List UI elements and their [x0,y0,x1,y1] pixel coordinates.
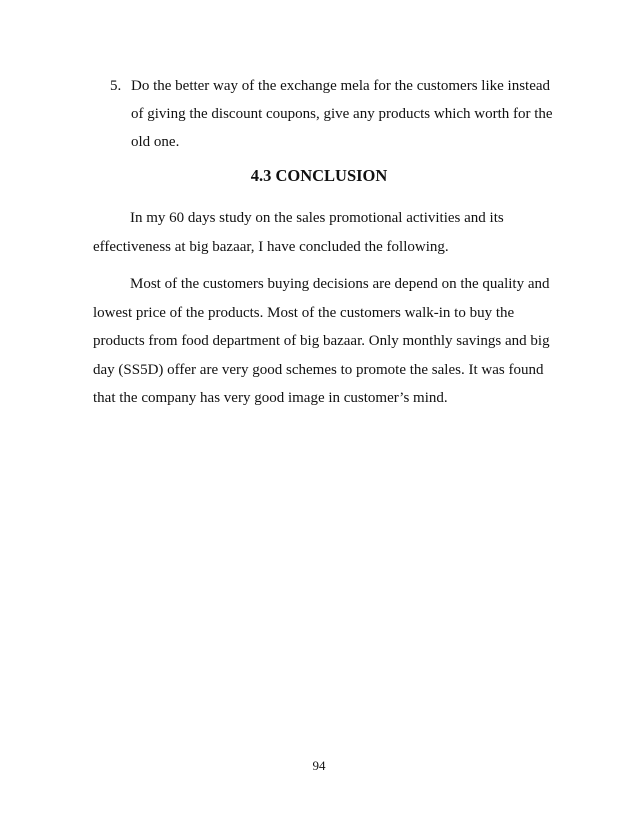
list-item-number: 5. [110,78,122,94]
section-heading: 4.3 CONCLUSION [250,166,388,185]
page-number: 94 [312,758,326,773]
list-item-text: Do the better way of the exchange mela for the customers like instead of giving the discount coupons, give any products which worth for the old one. [131,78,553,150]
paragraph-intro: In my 60 days study on the sales promotional activities and its effectiveness at big bazaar, I have concluded the following. [93,210,504,255]
numbered-list-item [110,72,560,156]
paragraph-findings: Most of the customers buying decisions are depend on the quality and lowest price of the products. Most of the customers walk-in to buy the products from food department of big bazaar. Only monthly savings and big day (SS5D) offer are very good schemes to promote the sales. It was found that the company has very good image in customer’s mind. [93,276,550,406]
